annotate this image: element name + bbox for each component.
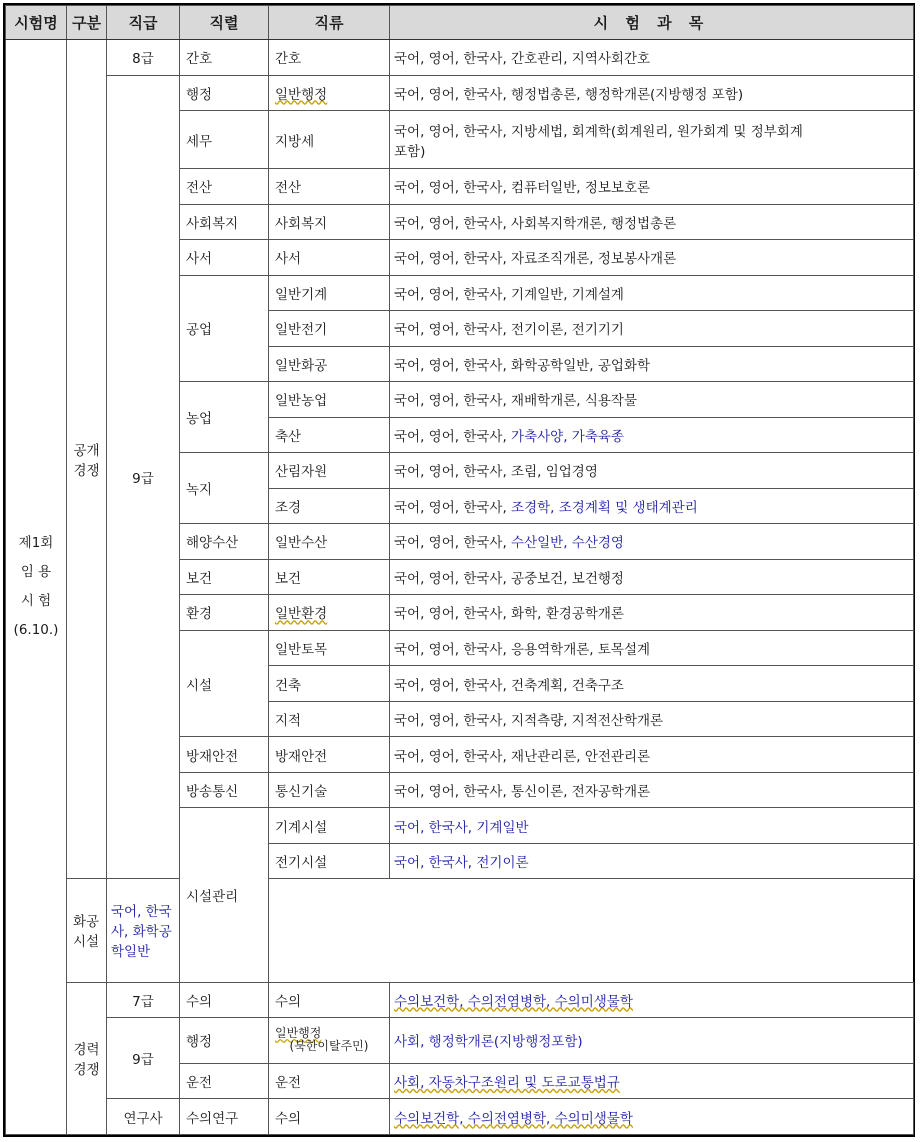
- class-cell: 지방세: [269, 111, 390, 169]
- subjects-cell: 국어, 영어, 한국사, 간호관리, 지역사회간호: [390, 40, 914, 76]
- subjects-cell: 국어, 영어, 한국사, 재난관리론, 안전관리론: [390, 737, 914, 773]
- class-cell: 일반수산: [269, 524, 390, 560]
- series-cell: 수의연구: [180, 1099, 269, 1135]
- class-cell: 일반토목: [269, 630, 390, 666]
- series-cell: 행정: [180, 1018, 269, 1064]
- class-line: 일반행정: [275, 1026, 322, 1041]
- class-cell: 수의: [269, 1099, 390, 1135]
- subjects-cell: 국어, 한국사, 기계일반: [390, 808, 914, 844]
- class-cell: 전산: [269, 169, 390, 205]
- subjects-cell: [390, 417, 914, 453]
- subjects-cell: [390, 524, 914, 560]
- table-row: [6, 1099, 914, 1135]
- series-cell: 세무: [180, 111, 269, 169]
- class-cell: 기계시설: [269, 808, 390, 844]
- subjects-part-changed: 조경학, 조경계획 및 생태계관리: [511, 499, 698, 516]
- subjects-line: 포함): [394, 143, 426, 160]
- series-cell: 방재안전: [180, 737, 269, 773]
- class-cell: 산림자원: [269, 453, 390, 489]
- series-cell: 수의: [180, 982, 269, 1018]
- grade-cell: 연구사: [107, 1099, 180, 1135]
- class-cell: 일반기계: [269, 275, 390, 311]
- subjects-cell: 국어, 영어, 한국사, 컴퓨터일반, 정보보호론: [390, 169, 914, 205]
- subjects-cell: 국어, 영어, 한국사, 조림, 임업경영: [390, 453, 914, 489]
- class-cell: 간호: [269, 40, 390, 76]
- grade-cell: 9급: [107, 75, 180, 879]
- subjects-cell: 국어, 영어, 한국사, 전기이론, 전기기기: [390, 311, 914, 347]
- series-cell: 해양수산: [180, 524, 269, 560]
- exam-name-cell: [6, 40, 67, 1135]
- subjects-cell: 국어, 영어, 한국사, 화학공학일반, 공업화학: [390, 346, 914, 382]
- subjects-part: 국어, 영어, 한국사,: [394, 499, 512, 516]
- header-subjects: 시 험 과 목: [390, 6, 914, 40]
- series-cell: 농업: [180, 382, 269, 453]
- class-cell: 사회복지: [269, 204, 390, 240]
- subjects-cell: 수의보건학, 수의전염병학, 수의미생물학: [390, 982, 914, 1018]
- subjects-cell: 국어, 영어, 한국사, 공중보건, 보건행정: [390, 559, 914, 595]
- subjects-part: 국어, 영어, 한국사,: [394, 535, 512, 552]
- subjects-cell: 국어, 한국사, 전기이론: [390, 843, 914, 879]
- table-row: [6, 982, 914, 1018]
- table-row: [6, 40, 914, 76]
- exam-name-line: 시 험: [20, 593, 52, 609]
- table-row: [6, 879, 914, 982]
- table-row: [6, 1018, 914, 1064]
- subjects-cell: 국어, 영어, 한국사, 응용역학개론, 토목설계: [390, 630, 914, 666]
- series-cell: 사서: [180, 240, 269, 276]
- subjects-cell: 국어, 영어, 한국사, 화학, 환경공학개론: [390, 595, 914, 631]
- class-cell: 전기시설: [269, 843, 390, 879]
- class-cell: 일반환경: [269, 595, 390, 631]
- header-grade: 직급: [107, 6, 180, 40]
- class-cell: 축산: [269, 417, 390, 453]
- subjects-cell: 국어, 영어, 한국사, 건축계획, 건축구조: [390, 666, 914, 702]
- subjects-cell: 국어, 영어, 한국사, 통신이론, 전자공학개론: [390, 772, 914, 808]
- subjects-cell: 국어, 영어, 한국사, 행정법총론, 행정학개론(지방행정 포함): [390, 75, 914, 111]
- subjects-cell: 국어, 영어, 한국사, 기계일반, 기계설계: [390, 275, 914, 311]
- class-cell: 조경: [269, 488, 390, 524]
- subjects-part: 국어, 영어, 한국사,: [394, 428, 512, 445]
- header-series: 직렬: [180, 6, 269, 40]
- division-career: 경력경쟁: [67, 982, 107, 1134]
- class-cell: 방재안전: [269, 737, 390, 773]
- grade-cell: 7급: [107, 982, 180, 1018]
- class-cell: 운전: [269, 1063, 390, 1099]
- exam-name-line: 제1회: [18, 535, 54, 551]
- subjects-line: 국어, 영어, 한국사, 지방세법, 회계학(회계원리, 원가회계 및 정부회계: [394, 123, 803, 140]
- subjects-cell: 사회, 행정학개론(지방행정포함): [390, 1018, 914, 1064]
- subjects-part-changed: 수산일반, 수산경영: [511, 535, 624, 552]
- series-cell: 환경: [180, 595, 269, 631]
- class-cell: 일반농업: [269, 382, 390, 418]
- class-cell: 수의: [269, 982, 390, 1018]
- series-cell: 간호: [180, 40, 269, 76]
- subjects-cell: 국어, 한국사, 화학공학일반: [107, 879, 180, 982]
- class-cell: 지적: [269, 701, 390, 737]
- series-cell: 운전: [180, 1063, 269, 1099]
- subjects-cell: [390, 111, 914, 169]
- subjects-cell: 사회, 자동차구조원리 및 도로교통법규: [390, 1063, 914, 1099]
- table-row: [6, 75, 914, 111]
- subjects-cell: 국어, 영어, 한국사, 자료조직개론, 정보봉사개론: [390, 240, 914, 276]
- series-cell: 방송통신: [180, 772, 269, 808]
- exam-subject-table-frame: [3, 3, 915, 1137]
- series-cell: 사회복지: [180, 204, 269, 240]
- series-cell: 행정: [180, 75, 269, 111]
- header-row: [6, 6, 914, 40]
- subjects-cell: [390, 488, 914, 524]
- header-division: 구분: [67, 6, 107, 40]
- header-exam-name: 시험명: [6, 6, 67, 40]
- subjects-cell: 국어, 영어, 한국사, 재배학개론, 식용작물: [390, 382, 914, 418]
- series-cell: 공업: [180, 275, 269, 382]
- series-cell: 시설: [180, 630, 269, 737]
- class-note: (북한이탈주민): [289, 1039, 369, 1054]
- class-cell: 일반화공: [269, 346, 390, 382]
- class-cell: 사서: [269, 240, 390, 276]
- series-cell: 시설관리: [180, 808, 269, 982]
- subjects-cell: 국어, 영어, 한국사, 지적측량, 지적전산학개론: [390, 701, 914, 737]
- class-cell: 일반전기: [269, 311, 390, 347]
- class-cell: 화공시설: [67, 879, 107, 982]
- subjects-part-changed: 가축사양, 가축육종: [511, 428, 624, 445]
- class-cell: [269, 1018, 390, 1064]
- grade-cell: 8급: [107, 40, 180, 76]
- class-cell: 건축: [269, 666, 390, 702]
- subjects-cell: 국어, 영어, 한국사, 사회복지학개론, 행정법총론: [390, 204, 914, 240]
- grade-cell: 9급: [107, 1018, 180, 1099]
- series-cell: 보건: [180, 559, 269, 595]
- series-cell: 녹지: [180, 453, 269, 524]
- exam-name-line: 임 용: [20, 564, 52, 580]
- class-cell: 보건: [269, 559, 390, 595]
- header-class: 직류: [269, 6, 390, 40]
- exam-date: (6.10.): [13, 622, 59, 638]
- exam-subject-table: [5, 5, 914, 1135]
- class-cell: 통신기술: [269, 772, 390, 808]
- subjects-cell: 수의보건학, 수의전염병학, 수의미생물학: [390, 1099, 914, 1135]
- division-open: 공개경쟁: [67, 40, 107, 879]
- series-cell: 전산: [180, 169, 269, 205]
- class-cell: 일반행정: [269, 75, 390, 111]
